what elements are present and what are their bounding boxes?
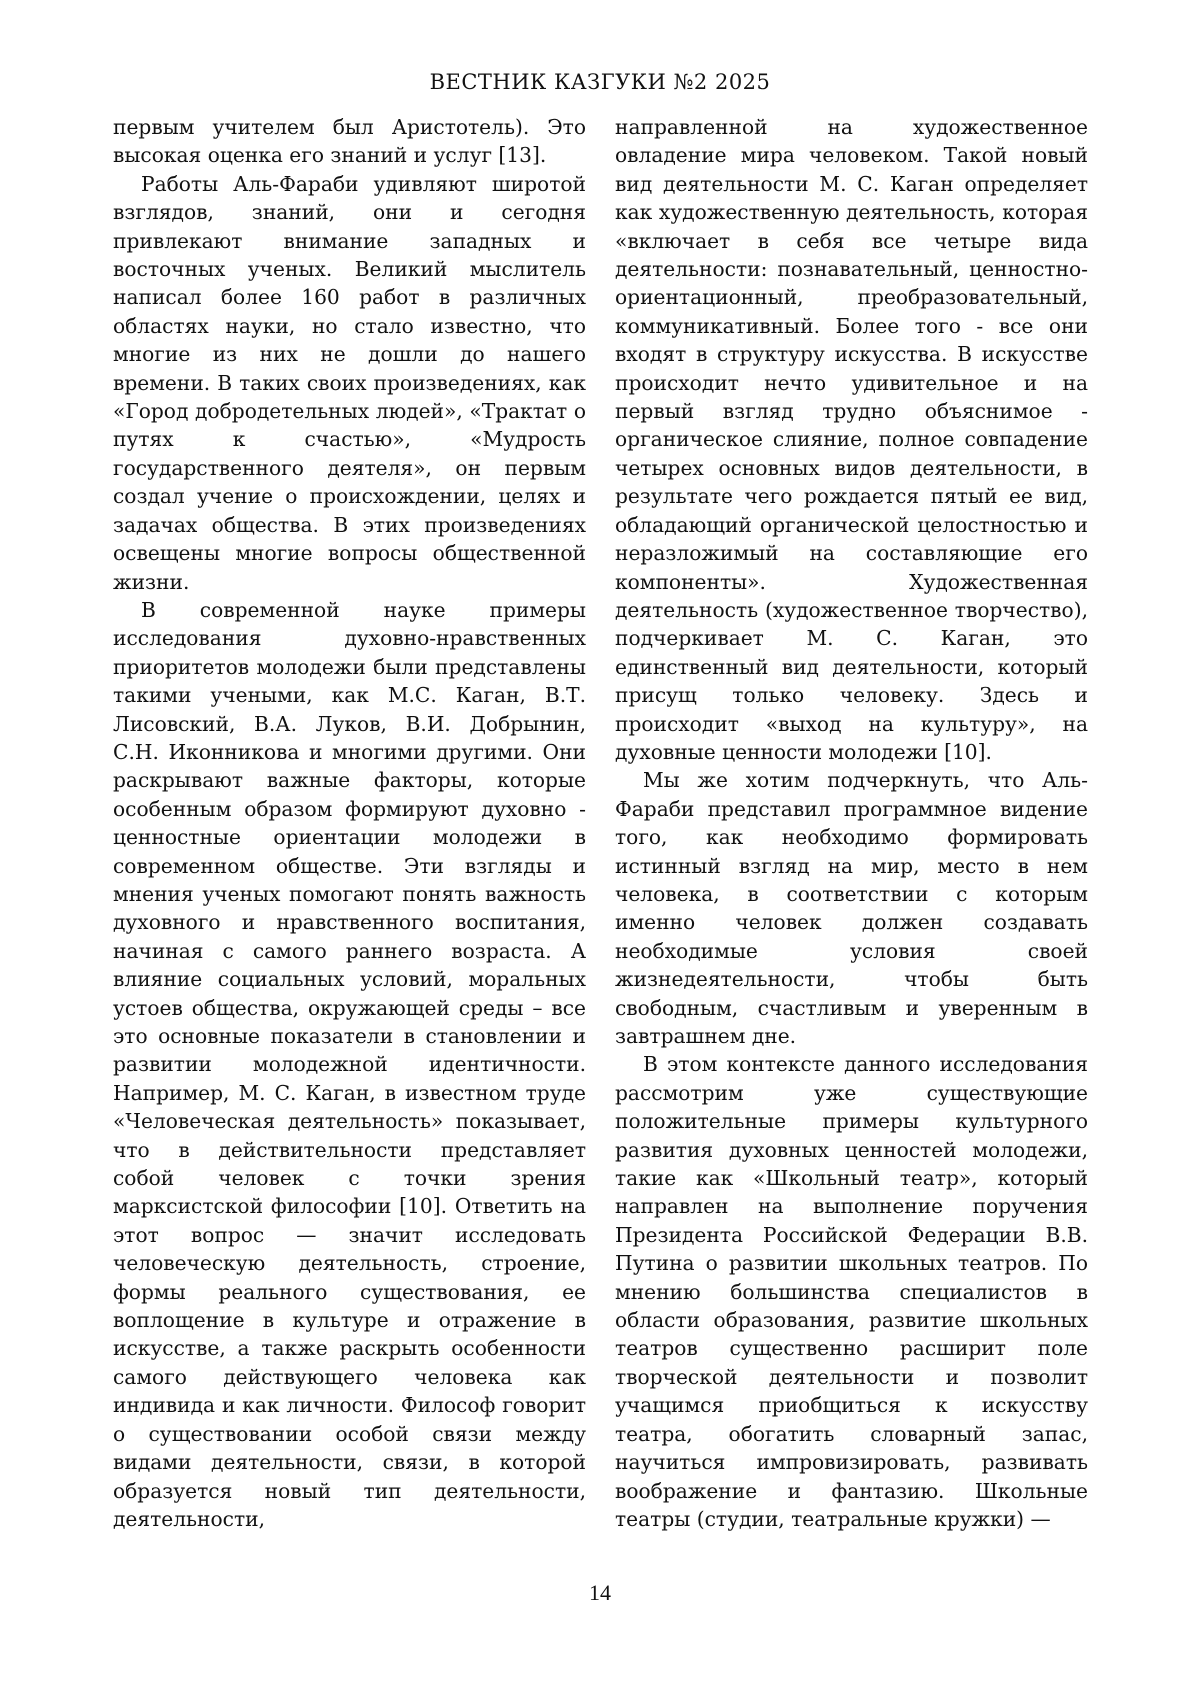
journal-header: ВЕСТНИК КАЗГУКИ №2 2025 — [429, 70, 771, 94]
paragraph: В этом контексте данного исследования рассмотрим уже существующие положительные примеры культурного развития духовных ценностей молодежи, такие как «Школьный театр», который направлен на выполнение поручения Президента Российской Федерации В.В. Путина о развитии школьных театров. По мнению большинства специалистов в области образования, развитие школьных театров существенно расширит поле творческой деятельности и позволит учащимся приобщиться к искусству театра, обогатить словарный запас, научиться импровизировать, развивать воображение и фантазию. Школьные театры (студии, театральные кружки) — — [615, 1052, 1088, 1531]
paragraph: первым учителем был Аристотель). Это высокая оценка его знаний и услуг [13]. — [113, 115, 586, 168]
right-column — [615, 113, 1088, 1533]
left-column — [113, 113, 586, 1533]
paragraph: Мы же хотим подчеркнуть, что Аль-Фараби представил программное видение того, как необходимо формировать истинный взгляд на мир, место в нем человека, в соответствии с которым именно человек должен создавать необходимые условия своей жизнедеятельности, чтобы быть свободным, счастливым и уверенным в завтрашнем дне. — [615, 768, 1088, 1048]
page-number: 14 — [589, 1580, 611, 1605]
paragraph: Работы Аль-Фараби удивляют широтой взглядов, знаний, они и сегодня привлекают внимание западных и восточных ученых. Великий мыслитель написал более 160 работ в различных областях науки, но стало известно, что многие из них не дошли до нашего времени. В таких своих произведениях, как «Город добродетельных людей», «Трактат о путях к счастью», «Мудрость государственного деятеля», он первым создал учение о происхождении, целях и задачах общества. В этих произведениях освещены многие вопросы общественной жизни. — [113, 171, 586, 594]
paragraph: В современной науке примеры исследования духовно-нравственных приоритетов молодежи были представлены такими учеными, как М.С. Каган, В.Т. Лисовский, В.А. Луков, В.И. Добрынин, С.Н. Иконникова и многими другими. Они раскрывают важные факторы, которые особенным образом формируют духовно - ценностные ориентации молодежи в современном обществе. Эти взгляды и мнения ученых помогают понять важность духовного и нравственного воспитания, начиная с самого раннего возраста. А влияние социальных условий, моральных устоев общества, окружающей среды – все это основные показатели в становлении и развитии молодежной идентичности. Например, М. С. Каган, в известном труде «Человеческая деятельность» показывает, что в действительности представляет собой человек с точки зрения марксистской философии [10]. Ответить на этот вопрос — значит исследовать человеческую деятельность, строение, формы реального существования, ее воплощение в культуре и отражение в искусстве, а также раскрыть особенности самого действующего человека как индивида и как личности. Философ говорит о существовании особой связи между видами деятельности, связи, в которой образуется новый тип деятельности, деятельности, — [113, 597, 586, 1531]
paragraph: направленной на художественное овладение мира человеком. Такой новый вид деятельности М. С. Каган определяет как художественную деятельность, которая «включает в себя все четыре вида деятельности: познавательный, ценностно-ориентационный, преобразовательный, коммуникативный. Более того - все они входят в структуру искусства. В искусстве происходит нечто удивительное и на первый взгляд трудно объяснимое - органическое слияние, полное совпадение четырех основных видов деятельности, в результате чего рождается пятый ее вид, обладающий органической целостностью и неразложимый на составляющие его компоненты». Художественная деятельность (художественное творчество), подчеркивает М. С. Каган, это единственный вид деятельности, который присущ только человеку. Здесь и происходит «выход на культуру», на духовные ценности молодежи [10]. — [615, 115, 1088, 764]
